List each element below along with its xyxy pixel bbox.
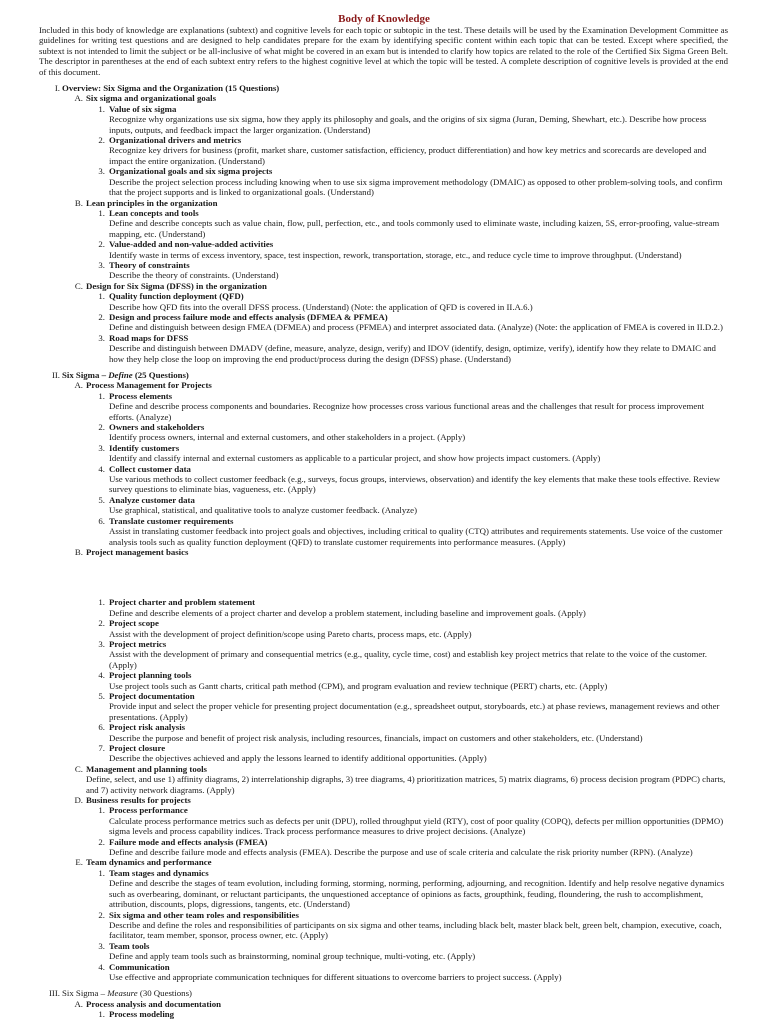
topic-heading	[0, 618, 768, 628]
section-question-count: (30 Questions)	[137, 988, 192, 999]
topic-heading	[0, 941, 768, 951]
topic-marker: 1.	[98, 291, 105, 302]
subsection-title: Six sigma and organizational goals	[86, 93, 217, 104]
topic-heading	[0, 422, 768, 432]
topic-marker: 6.	[98, 515, 105, 526]
topic-title: Value of six sigma	[109, 103, 177, 114]
topic-description: Define and describe the stages of team evolution, including forming, storming, norming, performing, adjourning, and recognition. Identify and help resolve negative dynamics such as overbearing, dominant, or reluctant participants, the unquestioned acceptance of opinions as facts, groupthink, feuding, floundering, the rush to accomplishment, attribution, discounts, plops, digressions, tangents, etc. (Understand)	[109, 878, 725, 910]
topic-description: Identify and classify internal and external customers as applicable to a particular project, and show how projects impact customers. (Apply)	[109, 453, 601, 464]
topic-title: Communication	[109, 961, 170, 972]
topic-title: Team stages and dynamics	[109, 867, 209, 878]
topic-heading	[0, 597, 768, 607]
subsection-title: Process Management for Projects	[86, 380, 212, 391]
outline	[0, 83, 768, 1020]
topic-marker: 3.	[98, 442, 105, 453]
topic-title: Project charter and problem statement	[109, 597, 256, 608]
topic-description: Define and apply team tools such as brainstorming, nominal group technique, multi-voting, etc. (Apply)	[109, 951, 476, 962]
subsection-title: Process analysis and documentation	[86, 998, 221, 1009]
topic-description: Recognize key drivers for business (profit, market share, customer satisfaction, efficiency, product differentiation) and how key metrics and scorecards are developed and impact the entire organization. (Understand)	[109, 145, 707, 166]
topic-title: Process performance	[109, 805, 188, 816]
subsection-heading	[0, 764, 768, 774]
subsection-marker: C.	[74, 763, 83, 774]
topic-marker: 3.	[98, 638, 105, 649]
topic-heading	[0, 443, 768, 453]
topic-heading	[0, 464, 768, 474]
topic-marker: 2.	[98, 135, 105, 146]
topic-heading	[0, 691, 768, 701]
subsection-heading	[0, 795, 768, 805]
subsection-title: Business results for projects	[86, 795, 191, 806]
section-title-main: Overview: Six Sigma and the Organization	[62, 83, 224, 94]
subsection-title: Lean principles in the organization	[86, 197, 218, 208]
topic-heading	[0, 722, 768, 732]
section-heading	[0, 988, 768, 998]
topic-heading	[0, 516, 768, 526]
document-title: Body of Knowledge	[338, 13, 430, 25]
topic-description: Identify waste in terms of excess inventory, space, test inspection, rework, transportation, storage, etc., and reduce cycle time to improve throughput. (Understand)	[109, 249, 682, 260]
topic-marker: 2.	[98, 836, 105, 847]
topic-heading	[0, 868, 768, 878]
subsection-heading	[0, 93, 768, 103]
topic-heading	[0, 391, 768, 401]
subsection-title: Project management basics	[86, 546, 189, 557]
topic-heading	[0, 1009, 768, 1019]
topic-heading	[0, 104, 768, 114]
topic-title: Road maps for DFSS	[109, 332, 189, 343]
topic-description: Recognize why organizations use six sigma, how they apply its philosophy and goals, and the origins of six sigma (Juran, Deming, Shewhart, etc.). Describe how process inputs, outputs, and feedback impact the larger organization. (Understand)	[109, 114, 707, 135]
topic-description: Describe how QFD fits into the overall DFSS process. (Understand) (Note: the application of QFD is covered in II.A.6.)	[109, 301, 533, 312]
subsection-description: Define, select, and use 1) affinity diagrams, 2) interrelationship digraphs, 3) tree diagrams, 4) prioritization matrices, 5) matrix diagrams, 6) process decision program (PDPC) charts, and 7) activity network diagrams. (Apply)	[86, 774, 726, 795]
topic-marker: 5.	[98, 494, 105, 505]
topic-title: Team tools	[109, 940, 150, 951]
topic-heading	[0, 670, 768, 680]
subsection-title: Management and planning tools	[86, 763, 207, 774]
topic-title: Process modeling	[109, 1009, 175, 1020]
section-title-main: Six Sigma –	[62, 370, 109, 380]
topic-description: Describe and distinguish between DMADV (define, measure, analyze, design, verify) and IDOV (identify, design, optimize, verify), identify how they relate to DMAIC and how they help close the loop on improving the end product/process during the design (DFSS) phase. (Understand)	[109, 343, 716, 364]
topic-heading	[0, 312, 768, 322]
section-title-main: Six Sigma –	[62, 988, 108, 999]
subsection-title: Design for Six Sigma (DFSS) in the organization	[86, 280, 267, 291]
topic-description: Use effective and appropriate communication techniques for different situations to overcome barriers to project success. (Apply)	[109, 971, 562, 982]
topic-heading	[0, 837, 768, 847]
topic-description: Calculate process performance metrics such as defects per unit (DPU), rolled throughput yield (RTY), cost of poor quality (COPQ), defects per million opportunities (DPMO) sigma levels and process capability indices. Track process performance measures to drive project decisions. (Analyze)	[109, 815, 724, 837]
subsection-marker: B.	[74, 546, 83, 557]
topic-heading	[0, 135, 768, 145]
topic-heading	[0, 333, 768, 343]
topic-marker: 2.	[98, 618, 105, 629]
topic-heading	[0, 962, 768, 972]
topic-title: Theory of constraints	[109, 259, 190, 270]
topic-marker: 1.	[98, 805, 105, 816]
topic-marker: 4.	[98, 961, 105, 972]
topic-marker: 2.	[98, 239, 105, 250]
topic-marker: 2.	[98, 422, 105, 433]
topic-marker: 1.	[98, 867, 105, 878]
topic-heading	[0, 495, 768, 505]
topic-title: Translate customer requirements	[109, 515, 234, 526]
topic-description: Define and describe failure mode and effects analysis (FMEA). Describe the purpose and use of scale criteria and calculate the risk priority number (RPN). (Analyze)	[109, 847, 693, 858]
topic-marker: 3.	[98, 332, 105, 343]
topic-title: Six sigma and other team roles and responsibilities	[109, 909, 299, 920]
section-marker: I.	[54, 83, 60, 94]
topic-heading	[0, 639, 768, 649]
topic-description: Use graphical, statistical, and qualitative tools to analyze customer feedback. (Analyze)	[109, 505, 418, 516]
topic-title: Owners and stakeholders	[109, 422, 205, 433]
topic-marker: 2.	[98, 909, 105, 920]
topic-title: Organizational goals and six sigma projects	[109, 166, 273, 177]
topic-description: Describe the theory of constraints. (Understand)	[109, 270, 279, 281]
topic-description: Define and describe concepts such as value chain, flow, pull, perfection, etc., and tools commonly used to eliminate waste, including kaizen, 5S, error-proofing, value-stream mapping, etc. (Understand)	[109, 218, 720, 239]
subsection-title: Team dynamics and performance	[86, 857, 212, 868]
topic-title: Lean concepts and tools	[109, 207, 199, 218]
topic-marker: 1.	[98, 390, 105, 401]
topic-heading	[0, 260, 768, 270]
topic-marker: 1.	[98, 207, 105, 218]
topic-title: Project planning tools	[109, 670, 192, 681]
topic-title: Value-added and non-value-added activities	[109, 239, 274, 250]
topic-marker: 7.	[98, 743, 105, 753]
topic-title: Quality function deployment (QFD)	[109, 291, 244, 302]
topic-heading	[0, 166, 768, 176]
topic-heading	[0, 743, 768, 753]
section-title	[62, 988, 192, 998]
topic-description: Describe the project selection process including knowing when to use six sigma improvement methodology (DMAIC) as opposed to other problem-solving tools, and confirm that the project supports and is linked to organizational goals. (Understand)	[109, 176, 723, 198]
topic-description: Use various methods to collect customer feedback (e.g., surveys, focus groups, interviews, observation) and identify the key elements that make these tools effective. Review survey questions to eliminate bias, vagueness, etc. (Apply)	[109, 474, 721, 495]
topic-marker: 2.	[98, 311, 105, 322]
topic-heading	[0, 910, 768, 920]
topic-description: Assist in translating customer feedback into project goals and objectives, including critical to quality (CTQ) attributes and requirements statements. Use voice of the customer analysis tools such as quality function deployment (QFD) to translate customer requirements into performance measures. (Apply)	[109, 526, 723, 547]
subsection-heading	[0, 999, 768, 1009]
subsection-marker: E.	[75, 857, 83, 868]
subsection-marker: D.	[74, 795, 83, 806]
topic-heading	[0, 805, 768, 815]
topic-title: Process elements	[109, 390, 173, 401]
topic-marker: 4.	[98, 670, 105, 681]
subsection-heading	[0, 857, 768, 867]
topic-marker: 5.	[98, 690, 105, 701]
topic-description: Assist with the development of project definition/scope using Pareto charts, process maps, etc. (Apply)	[109, 628, 472, 639]
topic-heading	[0, 239, 768, 249]
topic-title: Identify customers	[109, 442, 180, 453]
topic-marker: 3.	[98, 259, 105, 270]
section-question-count: (15 Questions)	[223, 83, 280, 94]
topic-description: Define and distinguish between design FMEA (DFMEA) and process (PFMEA) and interpret associated data. (Analyze) (Note: the application of FMEA is covered in II.D.2.)	[109, 322, 723, 333]
section-heading	[0, 83, 768, 93]
section-title-phase: Measure	[107, 988, 138, 999]
topic-title: Project closure	[109, 743, 166, 753]
section-marker: III.	[49, 988, 60, 999]
section-marker: II.	[51, 370, 60, 380]
section-question-count: (25 Questions)	[132, 370, 189, 380]
subsection-heading	[0, 380, 768, 390]
subsection-heading	[0, 281, 768, 291]
topic-marker: 4.	[98, 463, 105, 474]
section-title	[62, 370, 189, 380]
blank-space	[0, 557, 768, 597]
topic-marker: 1.	[98, 1009, 105, 1020]
topic-description: Describe and define the roles and responsibilities of participants on six sigma and other teams, including black belt, master black belt, green belt, champion, executive, coach, facilitator, team member, sponsor, process owner, etc. (Apply)	[109, 919, 722, 941]
subsection-heading	[0, 547, 768, 557]
topic-heading	[0, 291, 768, 301]
topic-description: Define and describe elements of a project charter and develop a problem statement, including baseline and improvement goals. (Apply)	[109, 607, 586, 618]
topic-marker: 3.	[98, 940, 105, 951]
topic-marker: 1.	[98, 103, 105, 114]
subsection-marker: A.	[74, 380, 83, 391]
topic-heading	[0, 208, 768, 218]
topic-title: Project scope	[109, 618, 159, 629]
topic-title: Project risk analysis	[109, 722, 186, 733]
topic-description: Use project tools such as Gantt charts, critical path method (CPM), and program evaluation and review technique (PERT) charts, etc. (Apply)	[109, 680, 608, 691]
topic-description: Provide input and select the proper vehicle for presenting project documentation (e.g., spreadsheet output, storyboards, etc.) at phase reviews, management reviews and other presentations. (Apply)	[109, 701, 720, 722]
topic-marker: 3.	[98, 166, 105, 177]
subsection-marker: A.	[74, 998, 83, 1009]
topic-title: Project metrics	[109, 638, 167, 649]
topic-title: Analyze customer data	[109, 494, 195, 505]
subsection-marker: C.	[74, 280, 83, 291]
topic-title: Organizational drivers and metrics	[109, 135, 242, 146]
topic-marker: 1.	[98, 597, 105, 608]
topic-description: Assist with the development of primary and consequential metrics (e.g., quality, cycle time, cost) and establish key project metrics that relate to the voice of the customer. (Apply)	[109, 649, 707, 670]
section-title	[62, 83, 279, 93]
subsection-heading	[0, 198, 768, 208]
section-heading	[0, 370, 768, 380]
topic-title: Design and process failure mode and effects analysis (DFMEA & PFMEA)	[109, 311, 388, 322]
topic-description: Identify process owners, internal and external customers, and other stakeholders in a project. (Apply)	[109, 432, 466, 443]
subsection-marker: B.	[74, 197, 83, 208]
topic-title: Failure mode and effects analysis (FMEA)	[109, 836, 268, 847]
topic-title: Project documentation	[109, 690, 195, 701]
topic-description: Describe the objectives achieved and apply the lessons learned to identify additional opportunities. (Apply)	[109, 753, 487, 764]
intro-paragraph: Included in this body of knowledge are explanations (subtext) and cognitive levels for each topic or subtopic in the test. These details will be used by the Examination Development Committee as guidelines for writing test questions and are designed to help candidates prepare for the exam by identifying specific content within each topic that can be tested. Except where specified, the subtext is not intended to limit the subject or be all-inclusive of what might be covered in an exam but is intended to clarify how topics are related to the role of the Certified Six Sigma Green Belt. The descriptor in parentheses at the end of each subtext entry refers to the highest cognitive level at which the topic will be tested. A complete description of cognitive levels is provided at the end of this document.	[39, 25, 728, 77]
subsection-marker: A.	[74, 93, 83, 104]
topic-description: Describe the purpose and benefit of project risk analysis, including resources, financials, impact on customers and other stakeholders, etc. (Understand)	[109, 732, 643, 743]
topic-marker: 6.	[98, 722, 105, 733]
section-title-phase: Define	[108, 370, 133, 380]
topic-title: Collect customer data	[109, 463, 191, 474]
topic-description: Define and describe process components and boundaries. Recognize how processes cross various functional areas and the challenges that result for process improvement efforts. (Analyze)	[109, 401, 705, 422]
